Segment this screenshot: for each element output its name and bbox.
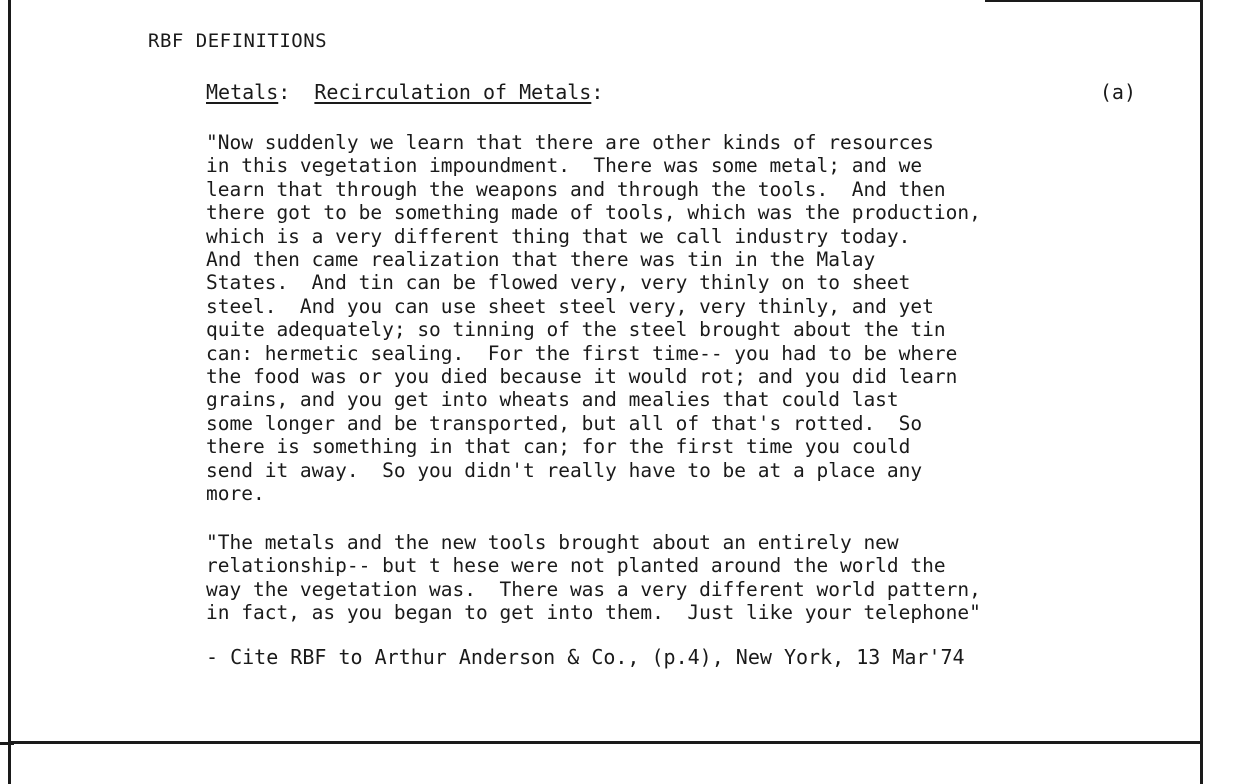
next-index-card: [8, 744, 1203, 784]
entry-colon: :: [591, 80, 604, 104]
entry-reference: (a): [1099, 80, 1136, 104]
entry-term: Metals: [206, 80, 279, 104]
entry-heading: [206, 80, 1136, 104]
quote-paragraph-2: "The metals and the new tools brought about an entirely new relationship-- but t hese were not planted around the world the way the vegetation was. There was a very different world pattern, in fact, as you began to get into them. Just like your telephone": [206, 531, 981, 625]
entry-subterm: Recirculation of Metals: [314, 80, 592, 104]
document-header: RBF DEFINITIONS: [148, 30, 328, 52]
citation: - Cite RBF to Arthur Anderson & Co., (p.4), New York, 13 Mar'74: [206, 645, 965, 669]
card-top-edge: [985, 0, 1200, 2]
entry-separator: :: [278, 80, 315, 104]
quote-paragraph-1: "Now suddenly we learn that there are other kinds of resources in this vegetation impoundment. There was some metal; and we learn that through the weapons and through the tools. And then there got to be something made of tools, which was the production, which is a very different thing that we call industry today. And then came realization that there was tin in the Malay States. And tin can be flowed very, very thinly on to sheet steel. And you can use sheet steel very, very thinly, and yet quite adequately; so tinning of the steel brought about the tin can: hermetic sealing. For the first time-- you had to be where the food was or you died because it would rot; and you did learn grains, and you get into wheats and mealies that could last some longer and be transported, but all of that's rotted. So there is something in that can; for the first time you could send it away. So you didn't really have to be at a place any more.: [206, 131, 981, 506]
